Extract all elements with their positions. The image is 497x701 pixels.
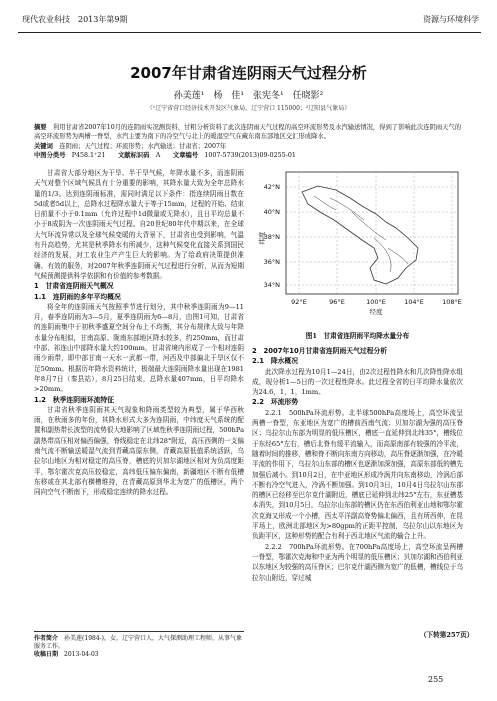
page-number: 255 [428, 675, 444, 684]
y-axis-unit: 纬度 [258, 231, 266, 245]
journal-info: 现代农业科技 2013年第9期 [22, 15, 128, 24]
clc-label: 中图分类号 [34, 152, 66, 159]
affiliations: （¹辽宁省营口经济技术开发区气象局，辽宁营口 115000；²辽阳县气象局） [146, 105, 351, 112]
section-name: 资源与环境科学 [423, 15, 479, 24]
y-tick-label: 40°N [263, 208, 280, 216]
y-tick-label: 42°N [263, 183, 280, 191]
x-axis-unit: 经度 [369, 308, 383, 316]
author-list: 孙美莲¹ 杨 佳¹ 张宪冬¹ 任晓影² [173, 91, 324, 101]
doc-code-value: A [155, 152, 161, 159]
article-number-label: 文章编号 [172, 152, 199, 159]
right-column [252, 346, 463, 583]
section-2-2-heading: 2.2 环流形势 [252, 398, 299, 407]
section-1-1-heading: 1.1 连阴雨的多年平均概况 [34, 292, 121, 301]
x-tick-label: 96°E [329, 298, 345, 306]
precipitation-map [258, 168, 463, 316]
y-tick-label: 34°N [263, 281, 280, 289]
keywords-label: 关键词 [34, 143, 53, 150]
section-2-1-paragraph: 此次降水过程为10月1—24日，由2次过程性降水和几次降性降水组成，现分析1—5日的一次过程性降水。此过程全省的日平均降水量依次为24.6，1，1，1mm。 [252, 367, 463, 397]
abstract [34, 124, 466, 141]
article-number-value: 1007-5739(2013)09-0255-01 [204, 152, 296, 159]
left-column [34, 168, 244, 498]
abstract-text: 利用甘肃省2007年10月的连阴雨实况测资料、甘粗分析资料了此次连阴雨天气过程的高空环流形势及水汽输送情况，得到了影响此次连阴雨天气的高空环流形势为两槽一脊型，水汽主要为南下的冷空气与北上的暖湿空气在藏东南东部地区交汇形成降水。 [34, 124, 462, 140]
section-2-1-heading: 2.1 降水概况 [252, 357, 299, 366]
section-2-2-2-paragraph: 2.2.2 700hPa环流形势。在700hPa高度场上，高空环流呈两槽一脊型，鄂霍次克海和中亚为两个明显的低压槽区；贝加尔湖和西伯利亚以东地区为较强的高压脊区；巴尔克什湖西侧为宽广的低槽，槽线位于乌拉尔山附近，穿过城 [252, 542, 463, 582]
continued-note: （下转第257页） [420, 631, 474, 639]
x-tick-label: 108°E [442, 298, 462, 306]
section-1-2-heading: 1.2 秋季连阴雨环流特征 [34, 395, 115, 404]
section-1-2-paragraph: 甘肃省秋季连阴雨其天气现象和降雨类型较为典型，属于华西秋雨，在秋雨多的年份，其降水形式大多为连阴雨，中纬度天气系统的配置和副热带长波型的流势很大地影响了区域性秋季连阴雨过程，500hPa副热带高压相对偏西偏强，脊线稳定在北纬28°附近，高压西侧的一支偏南气流不断输送暖湿气流到青藏高原东侧，青藏高原低值系统活跃，乌拉尔山地区为相对稳定的高压脊，槽底的贝加尔湖地区相对为负高度距平，鄂尔霍次克高压较稳定，高纬低压偏东偏南，新疆地区不断有低槽东移或在其北部有横槽维持，在青藏高原到华北为宽广的低槽区，两个同向空气不断南下，形成稳定连续的降水过程。 [34, 405, 244, 497]
doc-code-label: 文献标识码 [117, 152, 150, 159]
intro-paragraph: 甘肃省大部分地区为干旱、半干旱气候，年降水量不多，而连阴雨天气对整个区域气候具有十分重要的影响，其降水量大致为全年总降水量的1/3。达到连阴雨标准，需同时满足以下条件：指连续阴雨日数在5d或者5d以上，总降水过程降水量大于等于15mm，过程的开始、结束日前量不小于0.1mm（允许过程中1d微量或无降水），且日平均总量不小于8成阴为一次连阴雨天气过程。自20世纪80年代中期以来，在全球大气环流异常以及全球气候变暖的大背景下，甘肃省也受到影响，气温有升高趋势，尤其是秋季降水有所减少，这种气候变化直接关系到国民经济的发展，对工农业生产产生巨大的影响。为了给政府决策提供准确、有效的服务，对2007年秋季连阴雨天气过程进行分析，从而为短期气候预测提供科学依据和有价值的参考数据。 [34, 169, 244, 280]
keywords [34, 143, 466, 152]
clc-value: P458.1⁺21 [71, 152, 106, 159]
footnote [34, 631, 244, 659]
classification-line [34, 152, 466, 161]
section-1-1-paragraph: 将全年的连阴雨天气按照季节进行划分，其中秋季连阴雨为9—11月，春季连阴雨为3—5月，夏季连阴雨为6—8月，由图1可知，甘肃省的连阴雨集中于初秋季盛夏空间分布上不均衡，其分布规律大致与年降水量分布相似，甘南高原、陇南东部地区降水较多，约250mm，而甘肃中部、祁连山中部降水量大约100mm，甘肃省境内形成了一个相对连阴雨少雨带，即中部甘南一天水一武都一带，河西及中部偏北干旱区仅不足50mm。根据历年降水资料统计，极端最大连阴雨降水量出现在1981年8月7日（秦县站），8月25日结束，总降水量407mm，日平均降水>20mm。 [34, 302, 244, 394]
x-tick-label: 104°E [404, 298, 424, 306]
author-bio: 孙美莲(1984-)，女，辽宁营口人，大气探测助理工程师，从事气象服务工作。 [34, 635, 243, 650]
article-title: 2007年甘肃省连阴雨天气过程分析 [130, 64, 367, 82]
received-date: 2013-04-03 [64, 651, 99, 658]
abstract-label: 摘要 [34, 124, 47, 131]
section-1-heading: 1 甘肃省连阴雨天气概况 [34, 282, 114, 291]
x-tick-label: 100°E [366, 298, 386, 306]
keywords-text: 连阴雨；天气过程；环流形势；水汽输送；甘肃省；2007年 [59, 143, 227, 150]
figure-caption: 图1 甘肃省连阴雨平均降水量分布 [305, 332, 410, 340]
section-2-2-1-paragraph: 2.2.1 500hPa环流形势。北半球500hPa高度场上，高空环流呈两槽一脊型，东亚地区为宽广的槽前西南气流；贝加尔湖为强的高压脊区；乌拉尔山东部为明显的低压槽区，槽底一直延伸到北纬35°，槽线位于东经65°左右，槽后北脊有缓平流输入，而高原南部有较强的冷平流，随着时间的推移，槽和脊不断向东南方向移动，高压脊逐渐加强，在冷暖平流的作用下，乌拉尔山东部的槽区也逐渐加深加强，高原东部低的槽先加强后减小。到10月2日，在中亚地区形成冷涡并向东南移动，冷涡后部不断有冷空气进入，冷涡不断加强。到10月3日，10月4日乌拉尔山东部的槽区已经移至巴尔克什湖附近，槽底已延伸到北纬25°左右，东亚槽基本消失，到10月5日，乌拉尔山东部的槽区仍在东西伯利亚山地和鄂尔霍次克海又形成一个小槽，西太平洋副高脊势偏北偏西，且有所西伸，在昆平场上，欧洲北部地区为>80gpm的正距平控制，乌拉尔山以东地区为负距平区，这种形势的配合有利于西北地区气流的输合上升。 [252, 408, 463, 541]
section-2-heading: 2 2007年10月甘肃省连阴雨天气过程分析 [252, 347, 388, 355]
x-tick-label: 92°E [291, 298, 307, 306]
y-tick-label: 38°N [263, 233, 280, 241]
running-header [18, 8, 481, 33]
received-date-label: 收稿日期 [34, 651, 59, 658]
y-tick-label: 36°N [263, 258, 280, 266]
author-bio-label: 作者简介 [34, 635, 59, 642]
precipitation-map-figure [258, 168, 463, 316]
